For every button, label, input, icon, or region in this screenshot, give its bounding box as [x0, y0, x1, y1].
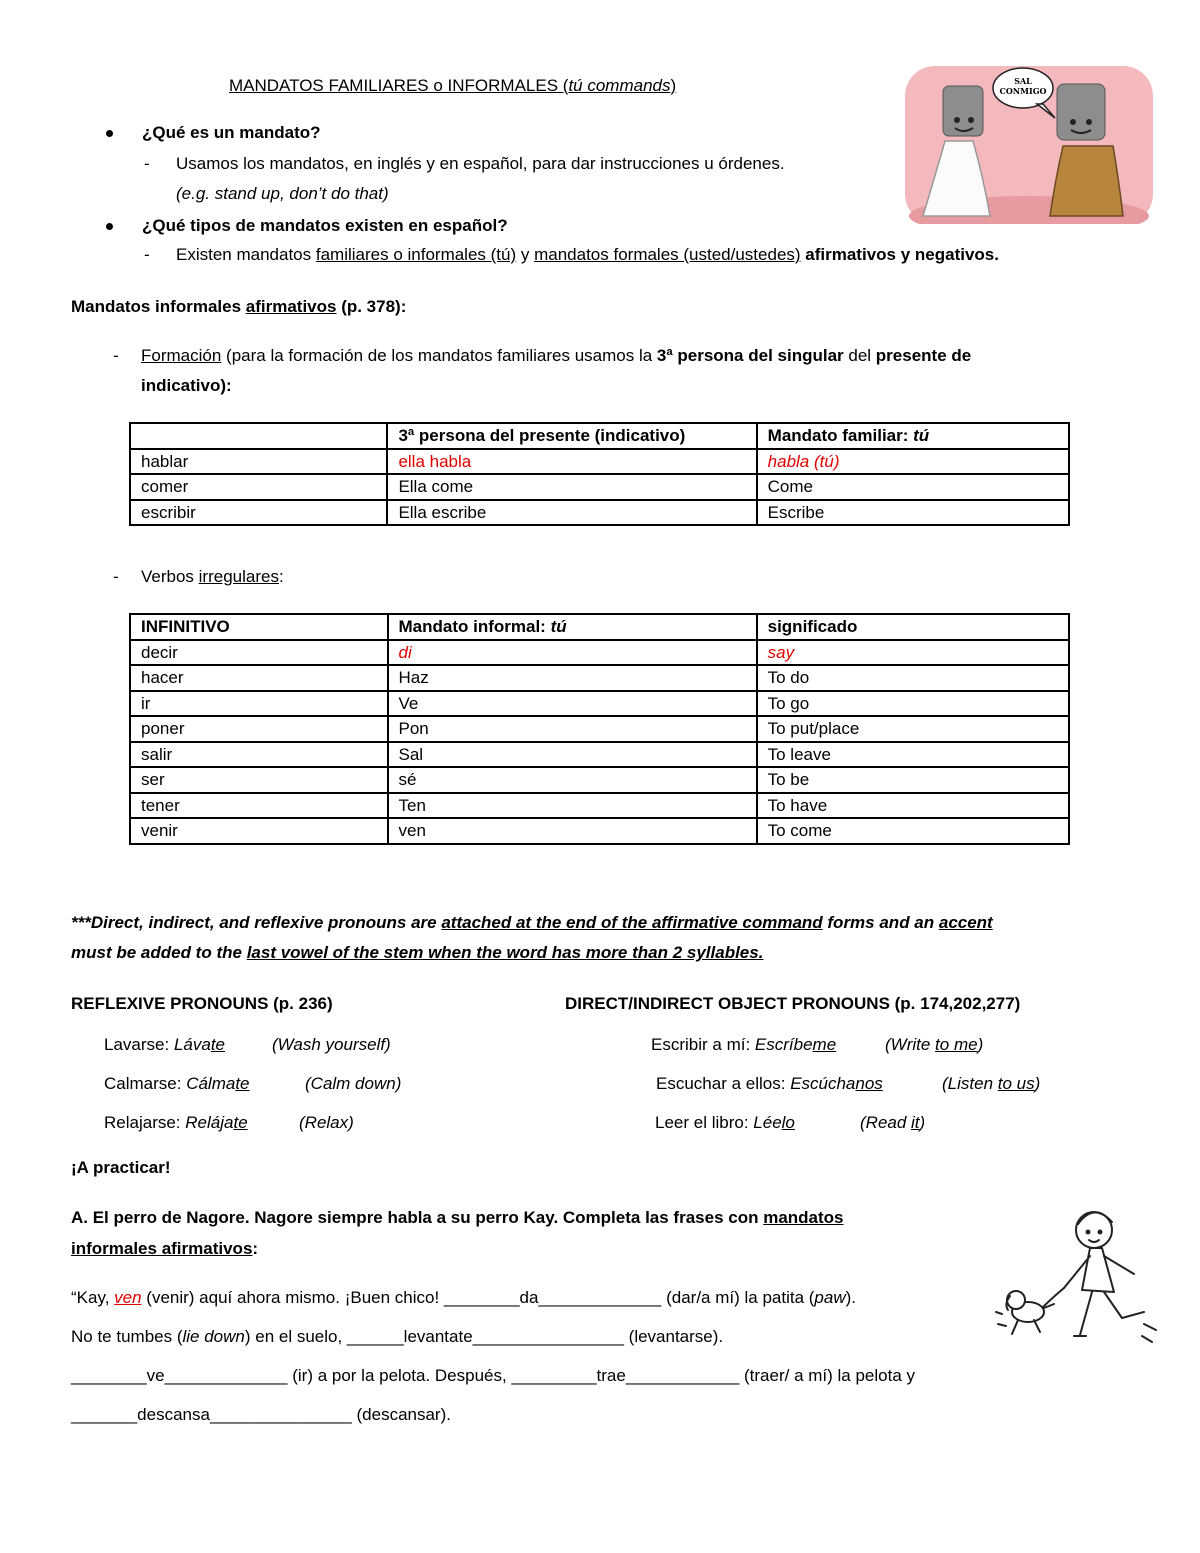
- page-title: MANDATOS FAMILIARES o INFORMALES (tú commands): [229, 76, 677, 95]
- answer-2: Existen mandatos familiares o informales (tú) y mandatos formales (usted/ustedes) afirmativos y negativos.: [176, 245, 999, 264]
- answer-1: Usamos los mandatos, en inglés y en español, para dar instrucciones u órdenes.: [176, 154, 785, 173]
- table-row: poner Pon To put/place: [130, 716, 1069, 742]
- reflexive-example: Lavarse: Lávate: [104, 1035, 225, 1054]
- girl-dog-illustration: [994, 1200, 1166, 1350]
- exercise-sentence: “Kay, ven (venir) aquí ahora mismo. ¡Buen chico! ________da_____________ (dar/a mí) la patita (paw).: [71, 1288, 856, 1307]
- table-row: venir ven To come: [130, 818, 1069, 844]
- object-pronoun-example: Leer el libro: Léelo: [655, 1113, 795, 1132]
- title-italic: tú commands: [568, 76, 671, 95]
- svg-text:CONMIGO: CONMIGO: [999, 86, 1047, 96]
- object-pronoun-example: Escribir a mí: Escríbeme: [651, 1035, 837, 1054]
- table-row: ser sé To be: [130, 767, 1069, 793]
- object-pronouns-heading: DIRECT/INDIRECT OBJECT PRONOUNS (p. 174,202,277): [565, 994, 1021, 1013]
- exercise-sentence: _______descansa_______________ (descansar).: [71, 1405, 451, 1424]
- title-main: MANDATOS FAMILIARES o INFORMALES: [229, 76, 563, 95]
- reflexive-example: Calmarse: Cálmate: [104, 1074, 250, 1093]
- irregular-verbs-label: Verbos irregulares:: [141, 567, 284, 586]
- question-1: ¿Qué es un mandato?: [142, 123, 321, 142]
- table-header-row: INFINITIVO Mandato informal: tú significado: [130, 614, 1069, 640]
- table-row: ir Ve To go: [130, 691, 1069, 717]
- question-2: ¿Qué tipos de mandatos existen en español?: [142, 216, 508, 235]
- table-row: escribir Ella escribe Escribe: [130, 500, 1069, 526]
- svg-text:SAL: SAL: [1014, 76, 1032, 86]
- exercise-a-instructions: A. El perro de Nagore. Nagore siempre habla a su perro Kay. Completa las frases con mandatos: [71, 1208, 844, 1227]
- table-row: salir Sal To leave: [130, 742, 1069, 768]
- practice-heading: ¡A practicar!: [71, 1158, 171, 1177]
- exercise-sentence: No te tumbes (lie down) en el suelo, ______levantate________________ (levantarse).: [71, 1327, 724, 1346]
- reflexive-heading: REFLEXIVE PRONOUNS (p. 236): [71, 994, 333, 1013]
- bullet-icon: [106, 130, 113, 137]
- table-header-row: 3ª persona del presente (indicativo) Mandato familiar: tú: [130, 423, 1069, 449]
- pronoun-note-line1: ***Direct, indirect, and reflexive pronouns are attached at the end of the affirmative command forms and an accent: [71, 913, 993, 932]
- table-row: tener Ten To have: [130, 793, 1069, 819]
- dog-head: [1007, 1291, 1025, 1309]
- pronoun-note-line2: must be added to the last vowel of the stem when the word has more than 2 syllables.: [71, 943, 764, 962]
- formacion-text: Formación (para la formación de los mandatos familiares usamos la 3ª persona del singular del presente de: [141, 346, 972, 365]
- reflexive-example: Relajarse: Relájate: [104, 1113, 248, 1132]
- answer-1-example: (e.g. stand up, don’t do that): [176, 184, 389, 203]
- irregular-commands-table: [129, 613, 1070, 845]
- table-row: decir di say: [130, 640, 1069, 666]
- exercise-sentence: ________ve_____________ (ir) a por la pelota. Después, _________trae____________ (traer/ a mí) la pelota y: [71, 1366, 916, 1385]
- table-row: hablar ella habla habla (tú): [130, 449, 1069, 475]
- table-row: hacer Haz To do: [130, 665, 1069, 691]
- bullet-icon: [106, 223, 113, 230]
- section-heading-afirmativos: Mandatos informales afirmativos (p. 378):: [71, 297, 407, 316]
- object-pronoun-example: Escuchar a ellos: Escúchanos: [656, 1074, 883, 1093]
- regular-commands-table: [129, 422, 1070, 526]
- salt-pepper-illustration: [905, 66, 1153, 224]
- table-row: comer Ella come Come: [130, 474, 1069, 500]
